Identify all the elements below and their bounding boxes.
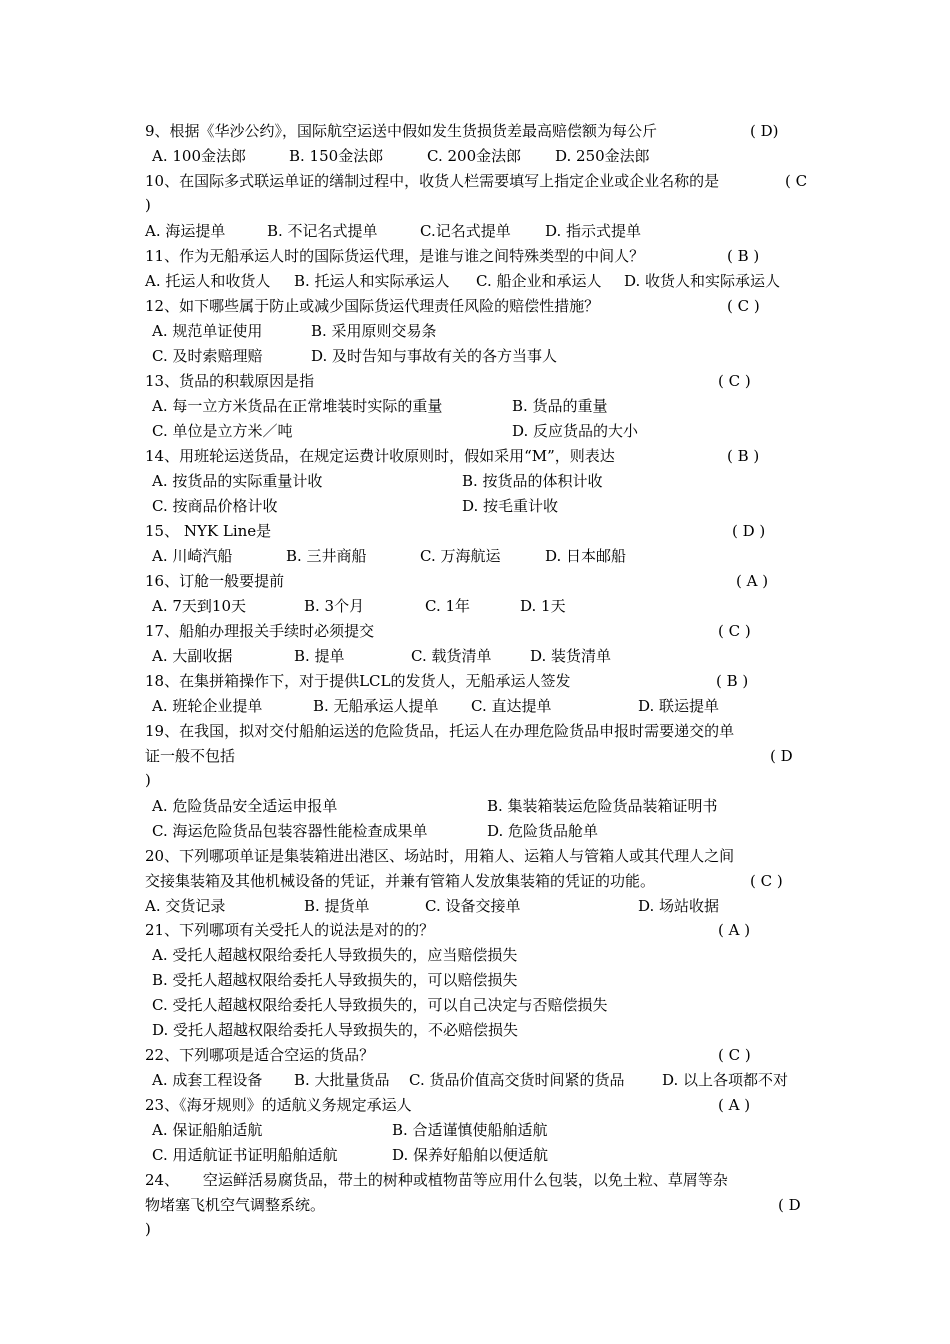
option: D. 保养好船舶以便适航 bbox=[392, 1146, 549, 1164]
option: B. 提单 bbox=[294, 647, 345, 665]
question-stem: 17、船舶办理报关手续时必须提交 bbox=[145, 622, 375, 640]
option: B. 按货品的体积计收 bbox=[462, 472, 603, 490]
answer-key: ( A ) bbox=[718, 921, 751, 939]
option: A. 每一立方米货品在正常堆装时实际的重量 bbox=[152, 397, 443, 415]
question-stem: 19、在我国，拟对交付船舶运送的危险货品，托运人在办理危险货品申报时需要递交的单 bbox=[145, 722, 735, 740]
option: A. 保证船舶适航 bbox=[152, 1121, 263, 1139]
option: A. 班轮企业提单 bbox=[152, 697, 263, 715]
option: C. 按商品价格计收 bbox=[152, 497, 278, 515]
option: B. 三井商船 bbox=[286, 547, 367, 565]
question-stem-continued: 交接集装箱及其他机械设备的凭证，并兼有管箱人发放集装箱的凭证的功能。 bbox=[145, 872, 656, 890]
option: C.记名式提单 bbox=[420, 222, 511, 240]
question-stem: 20、下列哪项单证是集装箱进出港区、场站时，用箱人、运箱人与管箱人或其代理人之间 bbox=[145, 847, 735, 865]
option: A. 交货记录 bbox=[145, 897, 226, 915]
option: C. 直达提单 bbox=[471, 697, 552, 715]
option: A. 7天到10天 bbox=[152, 597, 246, 615]
question-stem: 12、如下哪些属于防止或减少国际货运代理责任风险的赔偿性措施？ bbox=[145, 297, 600, 315]
option: C. 用适航证书证明船舶适航 bbox=[152, 1146, 338, 1164]
question-stem: 18、在集拼箱操作下，对于提供LCL的发货人，无船承运人签发 bbox=[145, 672, 571, 690]
answer-key: ( D bbox=[770, 747, 793, 765]
answer-key-close: ) bbox=[145, 1220, 151, 1238]
option: D. 指示式提单 bbox=[545, 222, 642, 240]
question-stem: 9、根据《华沙公约》，国际航空运送中假如发生货损货差最高赔偿额为每公斤 bbox=[145, 122, 658, 140]
answer-key: ( C ) bbox=[718, 622, 751, 640]
answer-key: ( D bbox=[778, 1196, 801, 1214]
answer-key-close: ) bbox=[145, 196, 151, 214]
question-stem: 15、 NYK Line是 bbox=[145, 522, 272, 540]
option: C. 及时索赔理赔 bbox=[152, 347, 263, 365]
option: B. 不记名式提单 bbox=[267, 222, 378, 240]
answer-key-close: ) bbox=[145, 771, 151, 789]
answer-key: ( B ) bbox=[727, 447, 760, 465]
option: A. 危险货品安全适运申报单 bbox=[152, 797, 338, 815]
option: C. 单位是立方米／吨 bbox=[152, 422, 293, 440]
question-stem: 13、货品的积载原因是指 bbox=[145, 372, 315, 390]
answer-key: ( A ) bbox=[736, 572, 769, 590]
question-stem: 10、在国际多式联运单证的缮制过程中，收货人栏需要填写上指定企业或企业名称的是 bbox=[145, 172, 720, 190]
option: A. 按货品的实际重量计收 bbox=[152, 472, 323, 490]
option: C. 受托人超越权限给委托人导致损失的，可以自己决定与否赔偿损失 bbox=[152, 996, 608, 1014]
answer-key: ( B ) bbox=[716, 672, 749, 690]
option: A. 大副收据 bbox=[152, 647, 233, 665]
option: D. 受托人超越权限给委托人导致损失的，不必赔偿损失 bbox=[152, 1021, 519, 1039]
option: D. 危险货品舱单 bbox=[487, 822, 599, 840]
option: D. 收货人和实际承运人 bbox=[624, 272, 781, 290]
option: A. 100金法郎 bbox=[152, 147, 246, 165]
question-stem: 14、用班轮运送货品，在规定运费计收原则时，假如采用“M”，则表达 bbox=[145, 447, 615, 465]
option: B. 3个月 bbox=[304, 597, 365, 615]
answer-key: ( B ) bbox=[727, 247, 760, 265]
option: C. 设备交接单 bbox=[425, 897, 521, 915]
option: C. 船企业和承运人 bbox=[476, 272, 602, 290]
answer-key: ( D) bbox=[750, 122, 779, 140]
answer-key: ( C ) bbox=[727, 297, 760, 315]
option: C. 海运危险货品包装容器性能检查成果单 bbox=[152, 822, 428, 840]
question-stem: 24、 空运鲜活易腐货品，带土的树种或植物苗等应用什么包装，以免土粒、草屑等杂 bbox=[145, 1171, 728, 1189]
option: B. 大批量货品 bbox=[294, 1071, 390, 1089]
answer-key: ( C ) bbox=[750, 872, 783, 890]
option: A. 川崎汽船 bbox=[152, 547, 233, 565]
answer-key: ( A ) bbox=[718, 1096, 751, 1114]
option: B. 货品的重量 bbox=[512, 397, 608, 415]
option: B. 合适谨慎使船舶适航 bbox=[392, 1121, 548, 1139]
option: A. 成套工程设备 bbox=[152, 1071, 263, 1089]
option: B. 集装箱装运危险货品装箱证明书 bbox=[487, 797, 718, 815]
option: D. 按毛重计收 bbox=[462, 497, 559, 515]
option: B. 采用原则交易条 bbox=[311, 322, 437, 340]
option: C. 货品价值高交货时间紧的货品 bbox=[409, 1071, 625, 1089]
option: D. 场站收据 bbox=[638, 897, 720, 915]
question-stem: 23、《海牙规则》的适航义务规定承运人 bbox=[145, 1096, 412, 1114]
option: B. 托运人和实际承运人 bbox=[294, 272, 450, 290]
option: B. 提货单 bbox=[304, 897, 370, 915]
question-stem-continued: 证一般不包括 bbox=[145, 747, 236, 765]
option: A. 规范单证使用 bbox=[152, 322, 263, 340]
question-stem: 21、下列哪项有关受托人的说法是对的的？ bbox=[145, 921, 435, 939]
option: C. 载货清单 bbox=[411, 647, 492, 665]
option: A. 受托人超越权限给委托人导致损失的，应当赔偿损失 bbox=[152, 946, 518, 964]
option: C. 200金法郎 bbox=[427, 147, 522, 165]
question-stem: 22、下列哪项是适合空运的货品？ bbox=[145, 1046, 375, 1064]
option: D. 联运提单 bbox=[638, 697, 720, 715]
answer-key: ( C ) bbox=[718, 1046, 751, 1064]
option: A. 海运提单 bbox=[145, 222, 226, 240]
option: D. 装货清单 bbox=[530, 647, 612, 665]
option: B. 无船承运人提单 bbox=[313, 697, 439, 715]
option: D. 以上各项都不对 bbox=[662, 1071, 789, 1089]
option: B. 150金法郎 bbox=[289, 147, 384, 165]
answer-key: ( D ) bbox=[732, 522, 766, 540]
answer-key: ( C ) bbox=[718, 372, 751, 390]
option: D. 反应货品的大小 bbox=[512, 422, 639, 440]
question-stem: 11、作为无船承运人时的国际货运代理，是谁与谁之间特殊类型的中间人？ bbox=[145, 247, 645, 265]
option: D. 及时告知与事故有关的各方当事人 bbox=[311, 347, 558, 365]
option: C. 万海航运 bbox=[420, 547, 501, 565]
option: B. 受托人超越权限给委托人导致损失的，可以赔偿损失 bbox=[152, 971, 518, 989]
option: D. 1天 bbox=[520, 597, 566, 615]
option: D. 250金法郎 bbox=[555, 147, 650, 165]
option: C. 1年 bbox=[425, 597, 471, 615]
question-stem: 16、订舱一般要提前 bbox=[145, 572, 285, 590]
answer-key: ( C bbox=[785, 172, 808, 190]
question-stem-continued: 物堵塞飞机空气调整系统。 bbox=[145, 1196, 326, 1214]
option: A. 托运人和收货人 bbox=[145, 272, 271, 290]
option: D. 日本邮船 bbox=[545, 547, 627, 565]
